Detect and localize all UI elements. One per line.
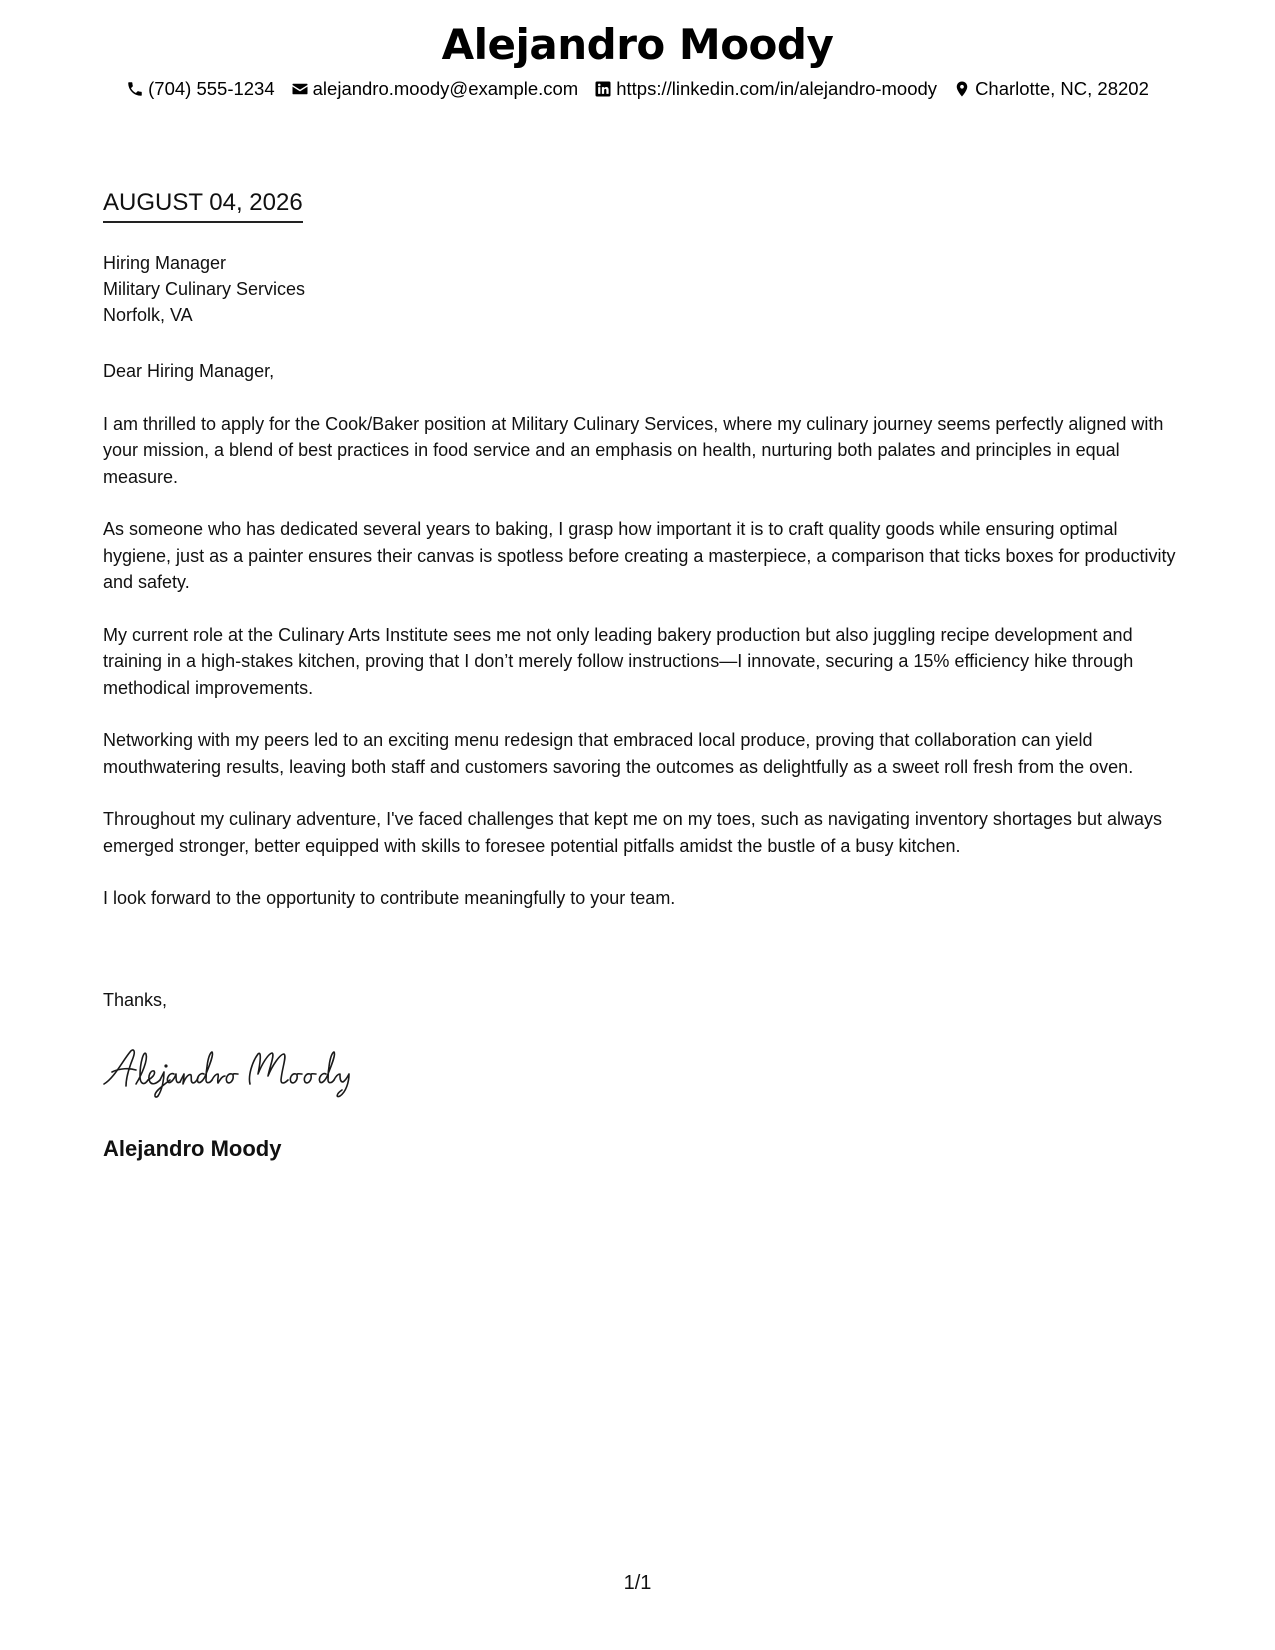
- letter-body: [103, 358, 1183, 938]
- contact-location: [953, 78, 1149, 100]
- contact-email: [291, 78, 579, 100]
- handwritten-signature: [100, 1040, 370, 1100]
- paragraph: Throughout my culinary adventure, I've faced challenges that kept me on my toes, such as navigating inventory shortages but always emerged stronger, better equipped with skills to foresee potential pitfalls amidst the bustle of a busy kitchen.: [103, 809, 1163, 856]
- signer-name: Alejandro Moody: [103, 1136, 282, 1161]
- location-text: Charlotte, NC, 28202: [975, 78, 1149, 99]
- recipient-location: Norfolk, VA: [103, 305, 193, 325]
- closing: Thanks,: [103, 990, 168, 1010]
- recipient-block: [103, 250, 305, 328]
- linkedin-text: https://linkedin.com/in/alejandro-moody: [616, 78, 938, 99]
- letter-date: AUGUST 04, 2026: [103, 189, 303, 223]
- paragraph: As someone who has dedicated several years to baking, I grasp how important it is to craft quality goods while ensuring optimal hygiene, just as a painter ensures their canvas is spotless before creating a masterpiece, a comparison that ticks boxes for productivity and safety.: [103, 519, 1176, 592]
- contact-info-row: [0, 78, 1275, 100]
- paragraph: I look forward to the opportunity to contribute meaningfully to your team.: [103, 888, 676, 908]
- recipient-title: Hiring Manager: [103, 253, 227, 273]
- map-marker-icon: [953, 80, 971, 98]
- email-text: alejandro.moody@example.com: [312, 78, 579, 99]
- paragraph: My current role at the Culinary Arts Institute sees me not only leading bakery production but also juggling recipe development and training in a high-stakes kitchen, proving that I don’t merely follow instructions—I innovate, securing a 15% efficiency hike through methodical improvements.: [103, 624, 1134, 698]
- linkedin-icon: [594, 80, 612, 98]
- envelope-icon: [291, 80, 309, 98]
- phone-icon: [126, 80, 144, 98]
- phone-text: (704) 555-1234: [148, 78, 275, 99]
- paragraph: Networking with my peers led to an exciting menu redesign that embraced local produce, proving that collaboration can yield mouthwatering results, leaving both staff and customers savoring the outcomes as delightfully as a sweet roll fresh from the oven.: [103, 730, 1134, 777]
- paragraph: I am thrilled to apply for the Cook/Baker position at Military Culinary Services, where my culinary journey seems perfectly aligned with your mission, a blend of best practices in food service and an emphasis on health, nurturing both palates and principles in equal measure.: [103, 413, 1164, 487]
- page-number: 1/1: [623, 1572, 652, 1594]
- contact-phone: [126, 78, 275, 100]
- signature-image: [100, 1040, 370, 1100]
- applicant-name: Alejandro Moody: [441, 20, 834, 69]
- contact-linkedin: [594, 78, 937, 100]
- salutation: Dear Hiring Manager,: [103, 361, 275, 381]
- recipient-organization: Military Culinary Services: [103, 279, 306, 299]
